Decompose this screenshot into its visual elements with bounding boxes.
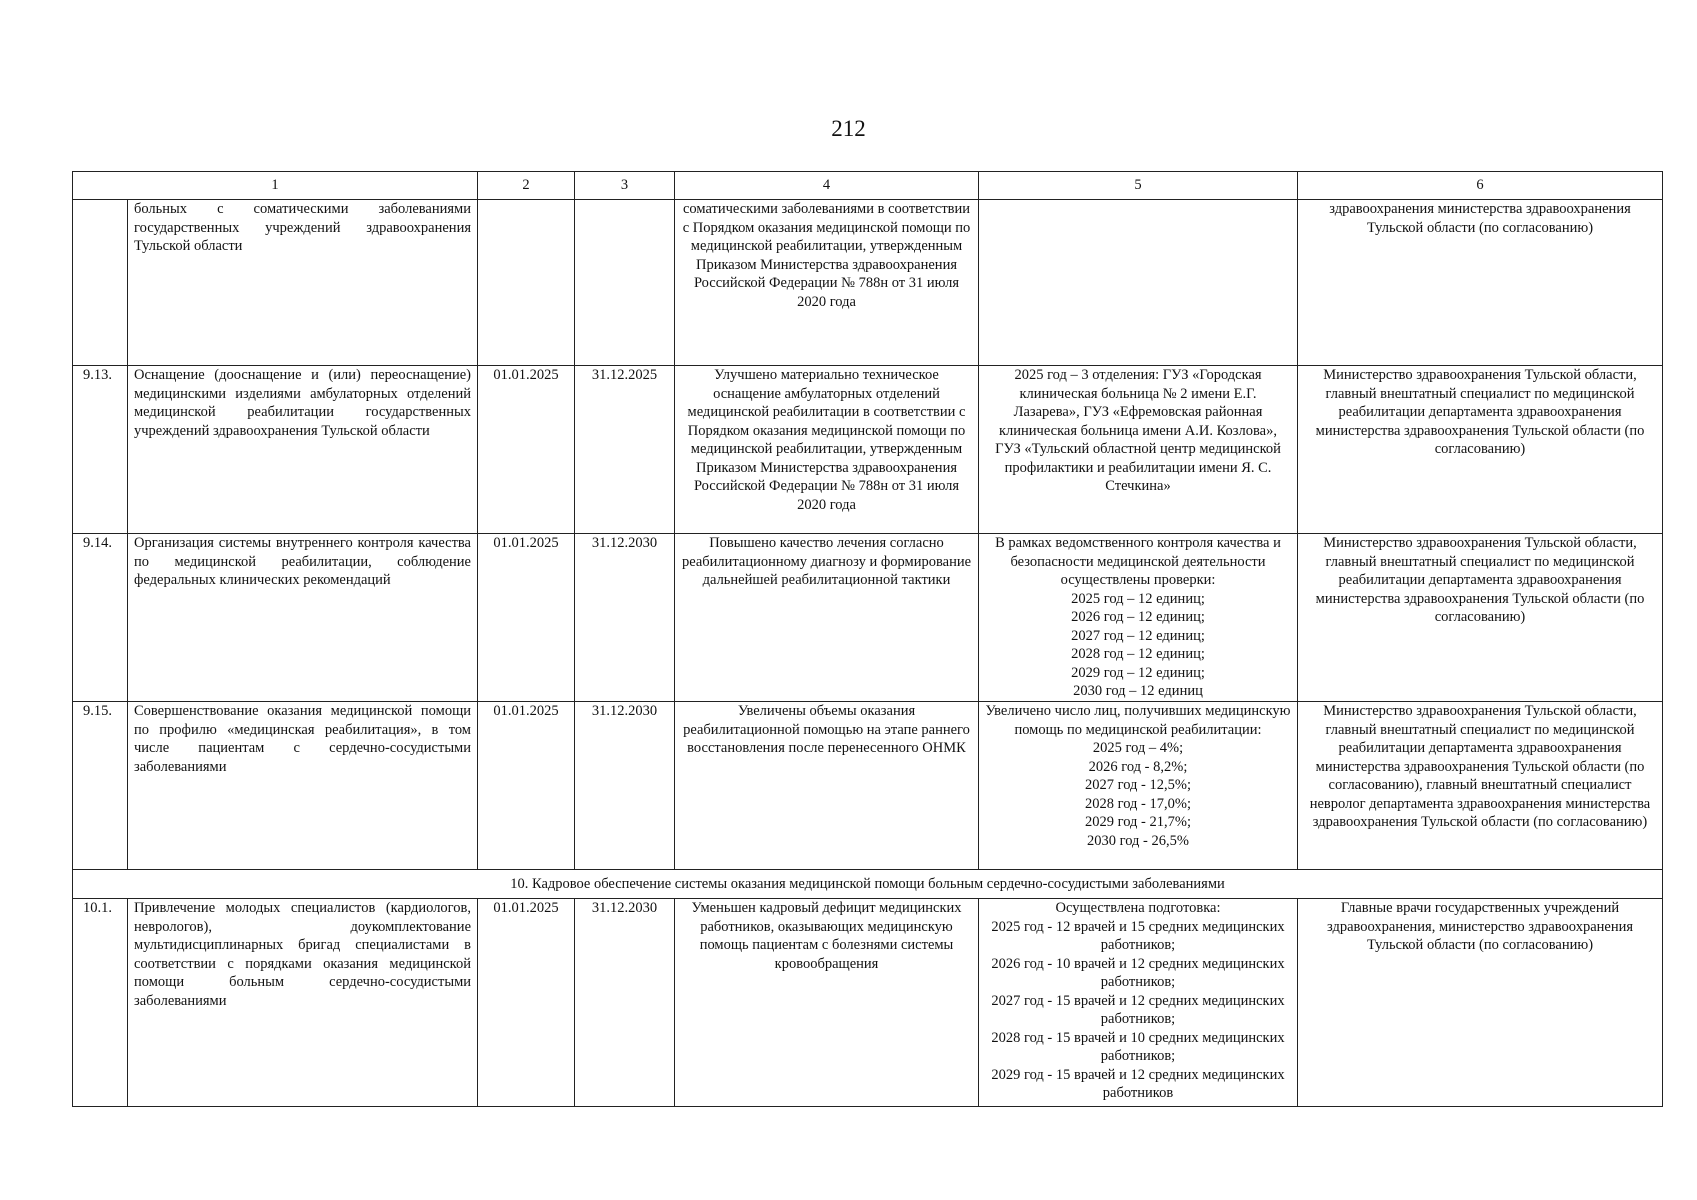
indicator-line: 2026 год - 10 врачей и 12 средних медицинских работников; (991, 955, 1285, 990)
end-date: 31.12.2030 (575, 534, 675, 702)
indicator-line: 2025 год – 4%; (1092, 740, 1184, 756)
measure-name: Привлечение молодых специалистов (кардиологов, неврологов), доукомплектование мультидисциплинарных бригад специалистами в соответствии с порядками оказания медицинской помощи больным сердечно-сосудистыми заболеваниями (128, 899, 478, 1107)
target-indicator (979, 702, 1298, 870)
indicator-line: 2027 год - 15 врачей и 12 средних медицинских работников; (991, 992, 1285, 1027)
measure-name: Организация системы внутреннего контроля качества по медицинской реабилитации, соблюдение федеральных клинических рекомендаций (128, 534, 478, 702)
target-indicator (979, 899, 1298, 1107)
table-row (73, 899, 1663, 1107)
column-header-2: 2 (478, 172, 575, 200)
table-body (73, 200, 1663, 1107)
indicator-line: 2025 год – 3 отделения: ГУЗ «Городская клиническая больница № 2 имени Е.Г. Лазарева», ГУЗ «Ефремовская районная клиническая больница имени А.И. Козлова», ГУЗ «Тульский областной центр медицинской профилактики и реабилитации имени Я. С. Стечкина» (995, 367, 1281, 494)
page-number: 212 (831, 116, 866, 141)
indicator-line: 2025 год – 12 единиц; (1071, 590, 1205, 607)
row-number: 10.1. (73, 899, 128, 1107)
section-title: 10. Кадровое обеспечение системы оказания медицинской помощи больным сердечно-сосудистыми заболеваниями (73, 870, 1663, 899)
responsible-party: Главные врачи государственных учреждений здравоохранения, министерство здравоохранения Тульской области (по согласованию) (1298, 899, 1663, 1107)
indicator-line: Осуществлена подготовка: (1055, 900, 1221, 916)
row-number: 9.13. (73, 366, 128, 534)
target-indicator (979, 200, 1298, 366)
measure-name: больных с соматическими заболеваниями государственных учреждений здравоохранения Тульской области (128, 200, 478, 366)
start-date (478, 200, 575, 366)
indicator-line: 2027 год – 12 единиц; (1071, 627, 1205, 644)
measure-name: Совершенствование оказания медицинской помощи по профилю «медицинская реабилитация», в том числе пациентам с сердечно-сосудистыми заболеваниями (128, 702, 478, 870)
target-indicator (979, 534, 1298, 702)
expected-result: Уменьшен кадровый дефицит медицинских работников, оказывающих медицинскую помощь пациентам с болезнями системы кровообращения (675, 899, 979, 1107)
responsible-party: Министерство здравоохранения Тульской области, главный внештатный специалист по медицинской реабилитации департамента здравоохранения министерства здравоохранения Тульской области (по согласованию) (1298, 534, 1663, 702)
end-date: 31.12.2030 (575, 899, 675, 1107)
measures-table (72, 171, 1663, 1107)
header-row (73, 172, 1663, 200)
table-row (73, 534, 1663, 702)
column-header-4: 4 (675, 172, 979, 200)
end-date: 31.12.2030 (575, 702, 675, 870)
column-header-5: 5 (979, 172, 1298, 200)
end-date (575, 200, 675, 366)
indicator-line: 2027 год - 12,5%; (1085, 777, 1191, 793)
section-row (73, 870, 1663, 899)
indicator-line: 2028 год - 17,0%; (1085, 795, 1191, 812)
end-date: 31.12.2025 (575, 366, 675, 534)
measure-name: Оснащение (дооснащение и (или) переоснащение) медицинскими изделиями амбулаторных отделений медицинской реабилитации государственных учреждений здравоохранения Тульской области (128, 366, 478, 534)
expected-result: Увеличены объемы оказания реабилитационной помощью на этапе раннего восстановления после перенесенного ОНМК (675, 702, 979, 870)
indicator-line: 2028 год - 15 врачей и 10 средних медицинских работников; (991, 1029, 1285, 1064)
target-indicator (979, 366, 1298, 534)
indicator-line: В рамках ведомственного контроля качества и безопасности медицинской деятельности осуществлены проверки: (995, 535, 1281, 588)
column-header-3: 3 (575, 172, 675, 200)
column-header-6: 6 (1298, 172, 1663, 200)
responsible-party: Министерство здравоохранения Тульской области, главный внештатный специалист по медицинской реабилитации департамента здравоохранения министерства здравоохранения Тульской области (по согласованию), главный внештатный специалист невролог департамента здравоохранения министерства здравоохранения Тульской области (по согласованию) (1298, 702, 1663, 870)
indicator-line: 2030 год – 12 единиц (1073, 683, 1203, 699)
table-row (73, 200, 1663, 366)
table-row (73, 366, 1663, 534)
indicator-line: 2029 год – 12 единиц; (1071, 664, 1205, 681)
row-number: 9.15. (73, 702, 128, 870)
expected-result: Улучшено материально техническое оснащение амбулаторных отделений медицинской реабилитации в соответствии с Порядком оказания медицинской помощи по медицинской реабилитации, утвержденным Приказом Министерства здравоохранения Российской Федерации № 788н от 31 июля 2020 года (675, 366, 979, 534)
row-number: 9.14. (73, 534, 128, 702)
indicator-line: 2030 год - 26,5% (1087, 832, 1189, 849)
indicator-line: 2029 год - 21,7%; (1085, 814, 1191, 830)
indicator-line: 2025 год - 12 врачей и 15 средних медицинских работников; (991, 918, 1285, 953)
indicator-line: 2028 год – 12 единиц; (1071, 646, 1205, 662)
indicator-line: 2026 год - 8,2%; (1088, 758, 1188, 775)
indicator-line: Увеличено число лиц, получивших медицинскую помощь по медицинской реабилитации: (985, 703, 1291, 738)
expected-result: Повышено качество лечения согласно реабилитационному диагнозу и формирование дальнейшей реабилитационной тактики (675, 534, 979, 702)
start-date: 01.01.2025 (478, 534, 575, 702)
start-date: 01.01.2025 (478, 366, 575, 534)
start-date: 01.01.2025 (478, 702, 575, 870)
indicator-line: 2026 год – 12 единиц; (1071, 609, 1205, 625)
responsible-party: Министерство здравоохранения Тульской области, главный внештатный специалист по медицинской реабилитации департамента здравоохранения министерства здравоохранения Тульской области (по согласованию) (1298, 366, 1663, 534)
responsible-party: здравоохранения министерства здравоохранения Тульской области (по согласованию) (1298, 200, 1663, 366)
table-row (73, 702, 1663, 870)
row-number (73, 200, 128, 366)
column-header-1: 1 (73, 172, 478, 200)
expected-result: соматическими заболеваниями в соответствии с Порядком оказания медицинской помощи по медицинской реабилитации, утвержденным Приказом Министерства здравоохранения Российской Федерации № 788н от 31 июля 2020 года (675, 200, 979, 366)
start-date: 01.01.2025 (478, 899, 575, 1107)
indicator-line: 2029 год - 15 врачей и 12 средних медицинских работников (991, 1066, 1285, 1101)
